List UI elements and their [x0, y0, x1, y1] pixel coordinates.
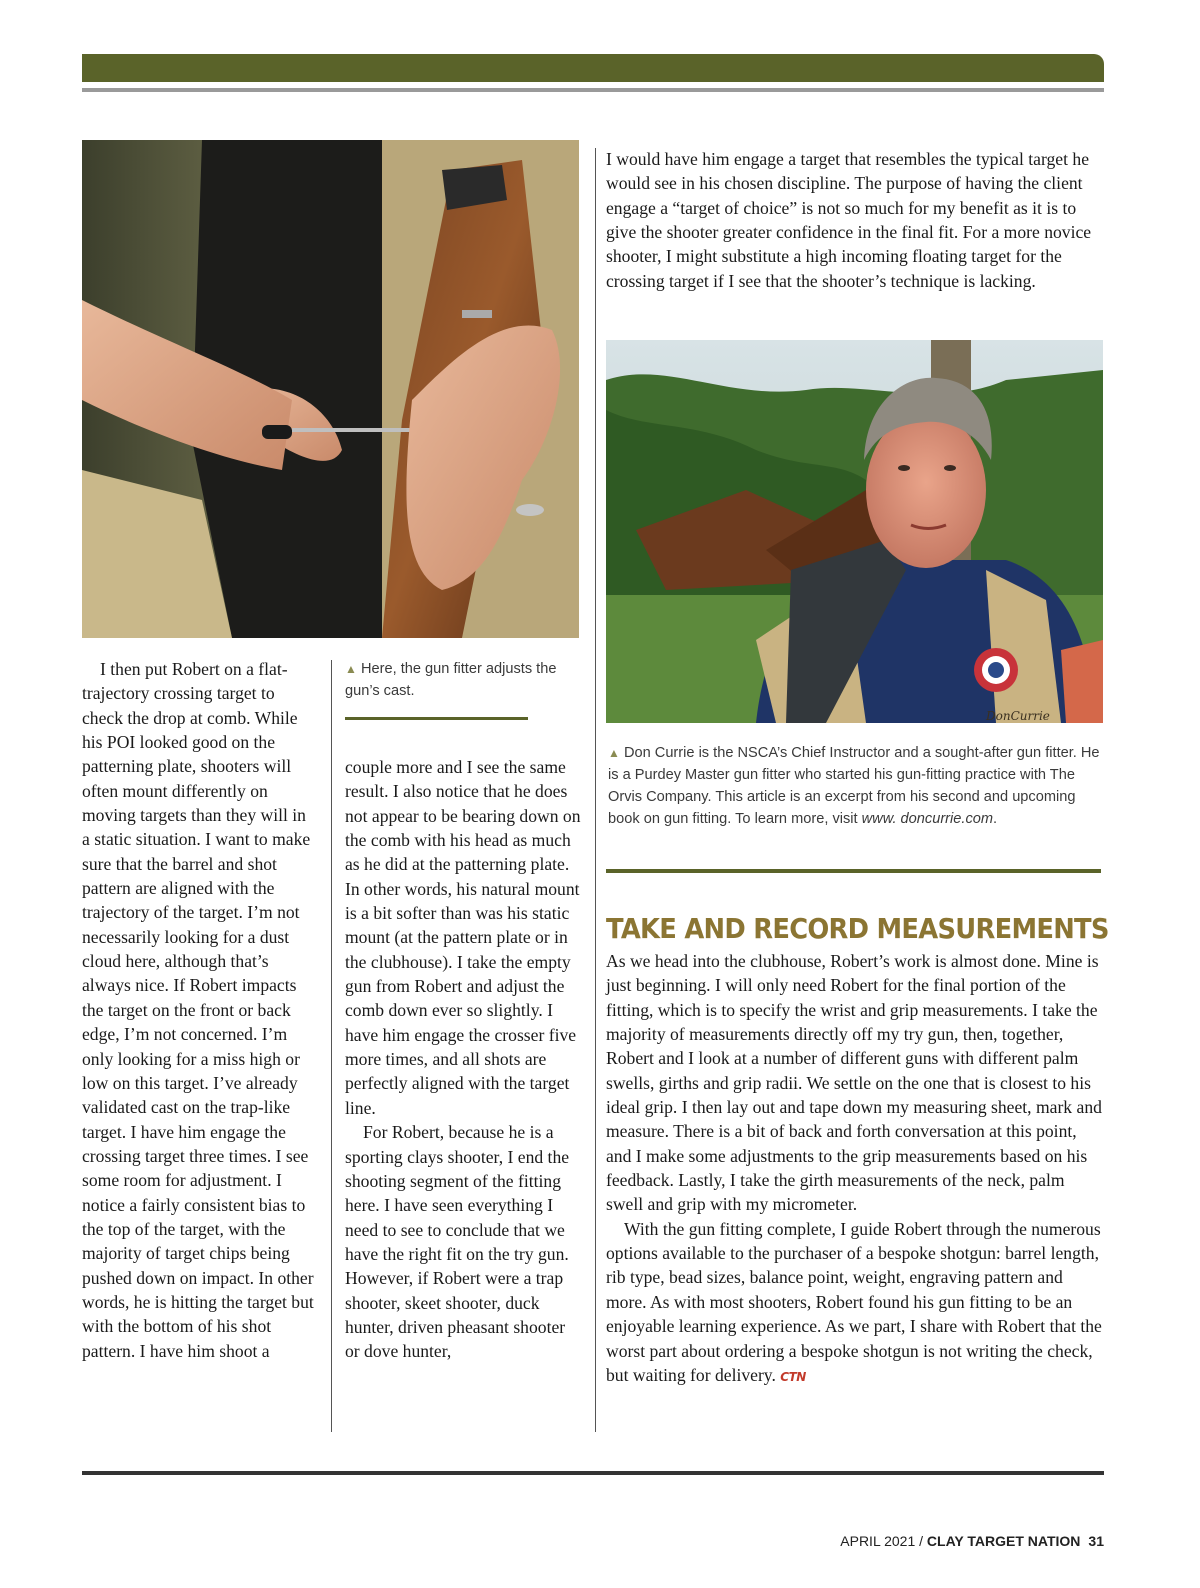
website-link[interactable]: www. doncurrie.com: [861, 811, 994, 827]
column-3-paragraph-2-text: With the gun fitting complete, I guide Robert through the numerous options available to the purchaser of a bespoke shotgun: barrel length, rib type, bead sizes, balance point, weight, engraving pattern and more. As with most shooters, Robert found his gun fitting to be an enjoyable learning experience. As we part, I share with Robert that the worst part about ordering a bespoke shotgun is not writing the check, but waiting for delivery.: [606, 1218, 1102, 1385]
photo-1-caption: [345, 658, 570, 702]
column-1-text: [82, 657, 318, 1363]
caption-1-rule: [345, 717, 528, 720]
footer-rule: [82, 1471, 1104, 1475]
section-heading: TAKE AND RECORD MEASUREMENTS: [606, 912, 1109, 945]
header-bar: [82, 54, 1104, 82]
column-divider-1: [331, 660, 332, 1432]
footer-issue: APRIL 2021 /: [840, 1533, 927, 1549]
column-3-paragraph-1: As we head into the clubhouse, Robert’s work is almost done. Mine is just beginning. I will only need Robert for the final portion of the fitting, which is to specify the wrist and grip measurements. I take the majority of measurements directly off my try gun, then, together, Robert and I look at a number of different guns with different palm swells, girths and grip radii. We settle on the one that is closest to his ideal grip. I then lay out and tape down my measuring sheet, mark and measure. There is a bit of back and forth conversation at this point, and I make some adjustments to the grip measurements based on his feedback. Lastly, I take the girth measurements of the neck, palm swell and grip with my micrometer.: [606, 951, 1102, 1215]
column-2-text: [345, 755, 581, 1364]
caption-1-text: Here, the gun fitter adjusts the gun’s cast.: [345, 661, 557, 699]
column-3-top-paragraph: I would have him engage a target that resembles the typical target he would see in his chosen discipline. The purpose of having the client engage a “target of choice” is not so much for my benefit as it is to give the shooter greater confidence in the final fit. For a more novice shooter, I might substitute a high incoming floating target for the crossing target if I see that the shooter’s technique is lacking.: [606, 149, 1092, 291]
header-rule: [82, 88, 1104, 92]
column-3-body-text: [606, 949, 1103, 1389]
column-2-paragraph-2: For Robert, because he is a sporting clays shooter, I end the shooting segment of the fitting here. I have seen everything I need to see to conclude that we have the right fit on the try gun. However, if Robert were a trap shooter, skeet shooter, duck hunter, driven pheasant shooter or dove hunter,: [345, 1122, 570, 1362]
photo-2-caption: [608, 742, 1100, 830]
portrait-image: [606, 340, 1103, 723]
vest-name-text: DonCurrie: [986, 709, 1050, 723]
column-divider-2: [595, 148, 596, 1432]
ctn-end-mark-icon: CTN: [780, 1369, 806, 1384]
footer-magazine-name: CLAY TARGET NATION: [926, 1533, 1081, 1549]
don-currie-photo: [606, 340, 1103, 723]
page-footer: [840, 1533, 1104, 1549]
column-1-paragraph: I then put Robert on a flat-trajectory crossing target to check the drop at comb. While his POI looked good on the patterning plate, shooters will often mount differently on moving targets than they will in a static situation. I want to make sure that the barrel and shot pattern are aligned with the trajectory of the target. I’m not necessarily looking for a dust cloud here, although that’s always nice. If Robert impacts the target on the front or back edge, I’m not concerned. I’m only looking for a miss high or low on this target. I’ve already validated cast on the trap-like target. I have him engage the crossing target three times. I see some room for adjustment. I notice a fairly consistent bias to the top of the target, with the majority of target chips being pushed down on impact. In other words, he is hitting the target but with the bottom of his shot pattern. I have him shoot a: [82, 659, 314, 1361]
caption-triangle-icon: ▲: [345, 662, 357, 676]
column-2-paragraph-1: couple more and I see the same result. I also notice that he does not appear to be bearing down on the comb with his head as much as he did at the patterning plate. In other words, his natural mount is a bit softer than was his static mount (at the pattern plate or in the clubhouse). I take the empty gun from Robert and adjust the comb down ever so slightly. I have him engage the crosser five more times, and all shots are perfectly aligned with the target line.: [345, 757, 581, 1118]
caption-2-end: .: [993, 811, 998, 827]
hands-adjusting-gun-image: [82, 140, 579, 638]
caption-2-rule: [606, 869, 1101, 873]
column-3-paragraph-2: [606, 1217, 1103, 1389]
caption-2-text: Don Currie is the NSCA’s Chief Instructor and a sought-after gun fitter. He is a Purdey Master gun fitter who started his gun-fitting practice with The Orvis Company. This article is an excerpt from his second and upcoming book on gun fitting. To learn more, visit: [608, 745, 1100, 827]
column-3-top-text: [606, 147, 1103, 293]
page-number: 31: [1088, 1533, 1104, 1549]
caption-triangle-icon: ▲: [608, 746, 620, 760]
gun-fitter-photo: [82, 140, 579, 638]
